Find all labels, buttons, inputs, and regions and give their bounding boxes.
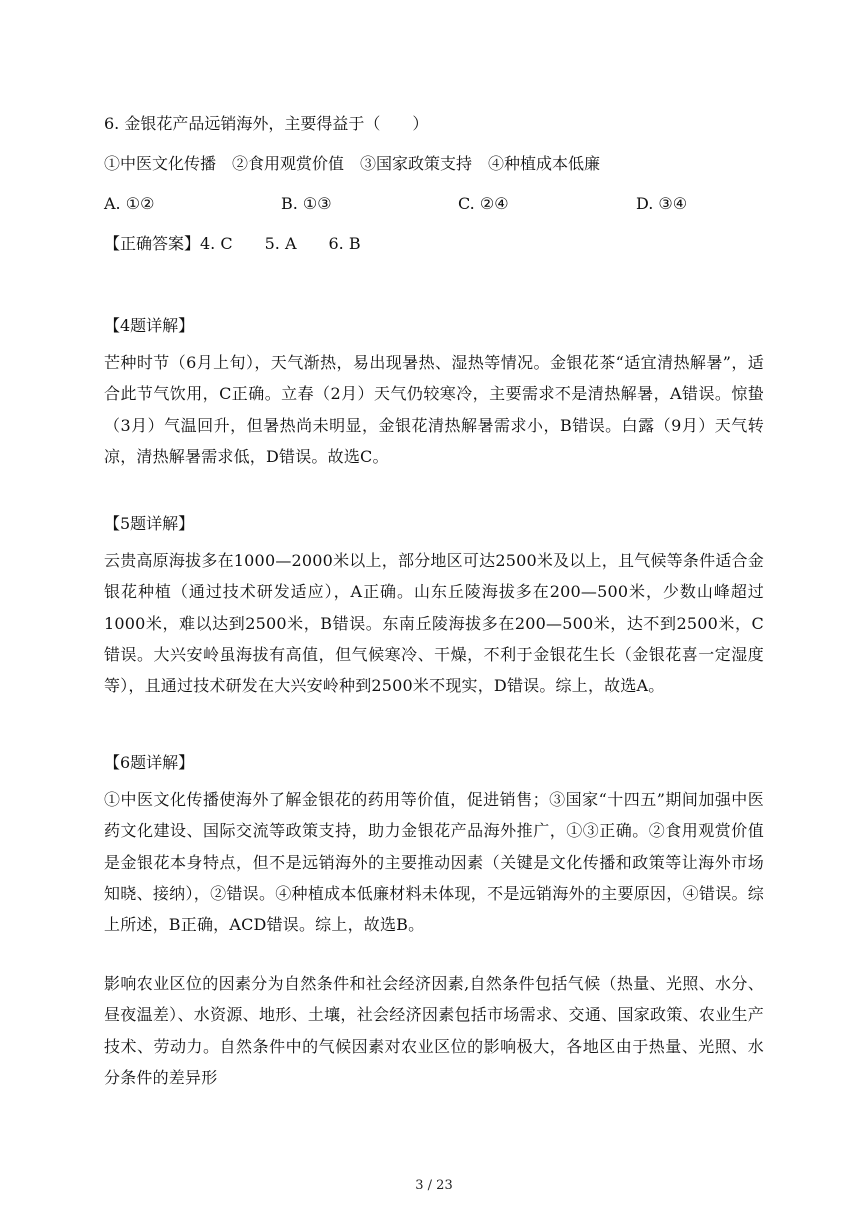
q4-heading: 【4题详解】 bbox=[104, 316, 195, 335]
option-c: C. ②④ bbox=[458, 194, 509, 213]
q6-extra-explanation: 影响农业区位的因素分为自然条件和社会经济因素,自然条件包括气候（热量、光照、水分、昼夜温差）、水资源、地形、土壤，社会经济因素包括市场需求、交通、国家政策、农业生产技术、劳动力。自然条件中的气候因素对农业区位的影响极大，各地区由于热量、光照、水分条件的差异形 bbox=[104, 974, 764, 1087]
q5-heading: 【5题详解】 bbox=[104, 514, 195, 533]
option-a: A. ①② bbox=[104, 194, 155, 213]
page-number: 3 / 23 bbox=[415, 1178, 453, 1193]
q6-explanation: ①中医文化传播使海外了解金银花的药用等价值，促进销售；③国家“十四五”期间加强中医药文化建设、国际交流等政策支持，助力金银花产品海外推广，①③正确。②食用观赏价值是金银花本身特点，但不是远销海外的主要推动因素（关键是文化传播和政策等让海外市场知晓、接纳），②错误。④种植成本低廉材料未体现，不是远销海外的主要原因，④错误。综上所述，B正确，ACD错误。综上，故选B。 bbox=[104, 790, 764, 935]
option-d: D. ③④ bbox=[636, 194, 688, 213]
q6-heading: 【6题详解】 bbox=[104, 753, 195, 772]
question-6-stem: 6. 金银花产品远销海外，主要得益于（ ） bbox=[104, 114, 429, 133]
question-6-choices: ①中医文化传播 ②食用观赏价值 ③国家政策支持 ④种植成本低廉 bbox=[104, 154, 601, 173]
correct-answer: 【正确答案】4. C 5. A 6. B bbox=[104, 234, 361, 253]
option-b: B. ①③ bbox=[281, 194, 332, 213]
q5-explanation: 云贵高原海拔多在1000—2000米以上，部分地区可达2500米及以上，且气候等条件适合金银花种植（通过技术研发适应），A正确。山东丘陵海拔多在200—500米，少数山峰超过1000米，难以达到2500米，B错误。东南丘陵海拔多在200—500米，达不到2500米，C错误。大兴安岭虽海拔有高值，但气候寒冷、干燥，不利于金银花生长（金银花喜一定湿度等），且通过技术研发在大兴安岭种到2500米不现实，D错误。综上，故选A。 bbox=[104, 551, 764, 696]
q4-explanation: 芒种时节（6月上旬），天气渐热，易出现暑热、湿热等情况。金银花茶“适宜清热解暑”，适合此节气饮用，C正确。立春（2月）天气仍较寒冷，主要需求不是清热解暑，A错误。惊蛰（3月）气温回升，但暑热尚未明显，金银花清热解暑需求小，B错误。白露（9月）天气转凉，清热解暑需求低，D错误。故选C。 bbox=[104, 353, 764, 466]
